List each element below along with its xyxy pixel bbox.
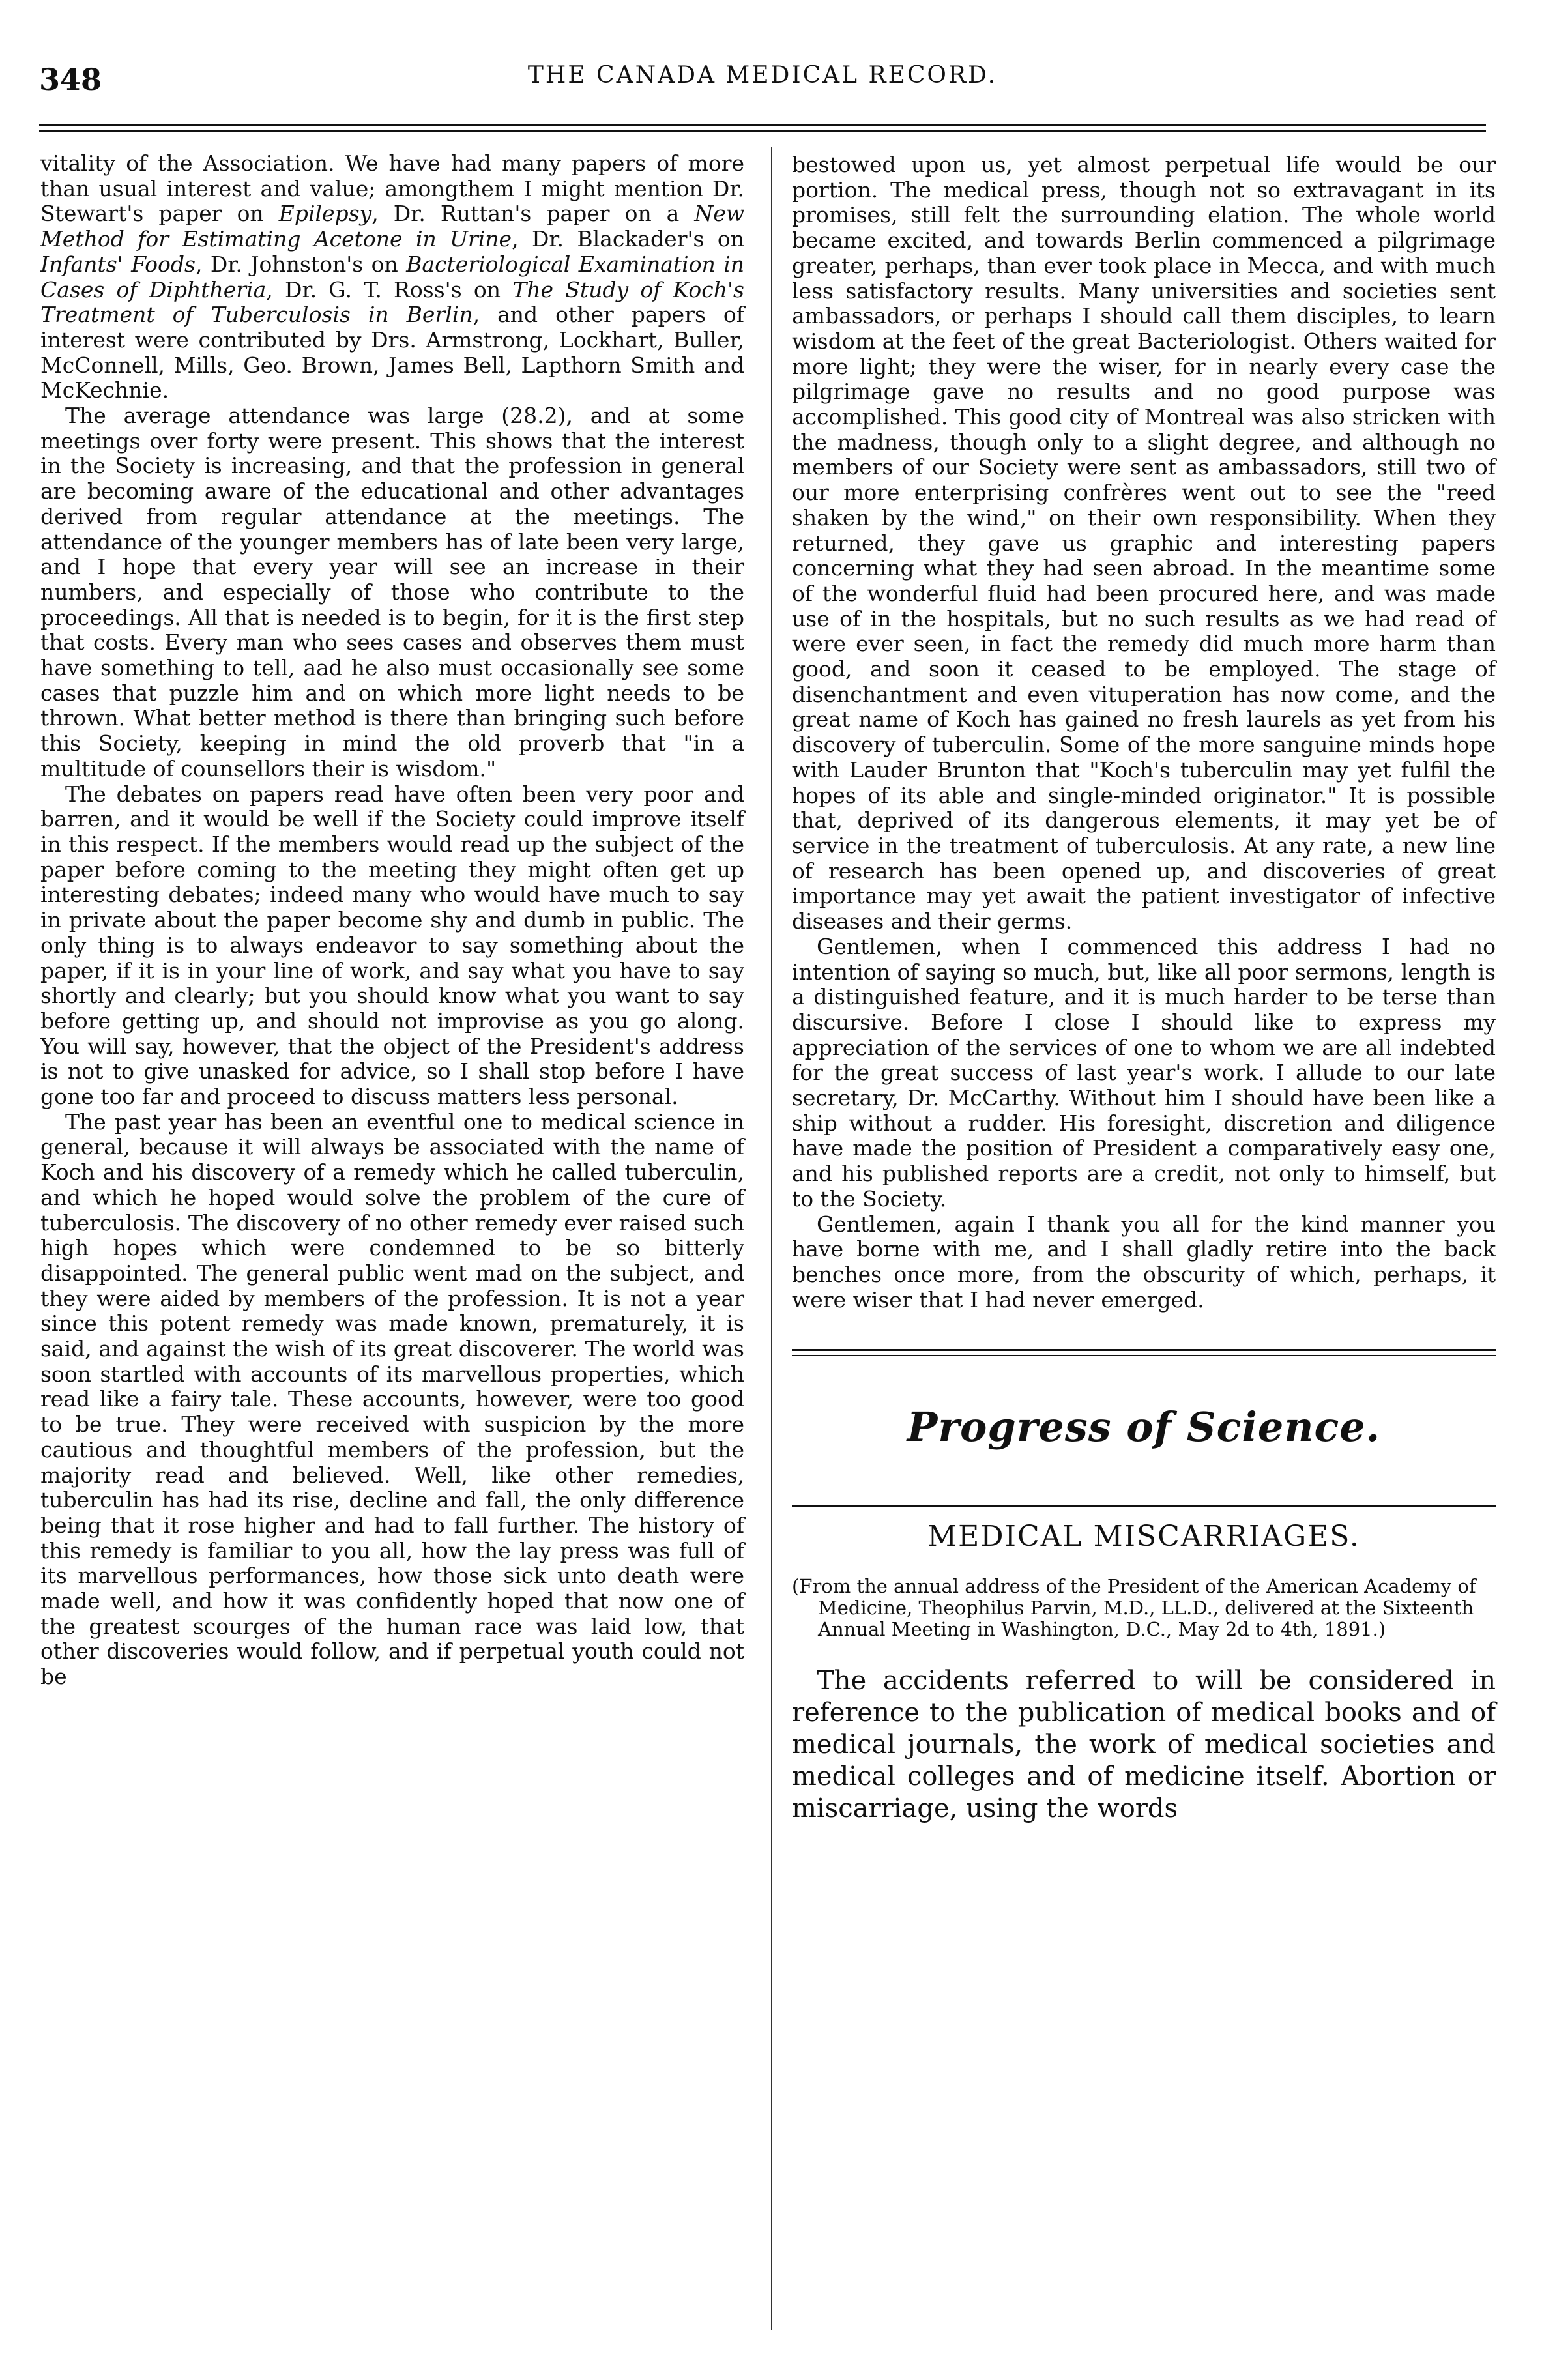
running-title: THE CANADA MEDICAL RECORD. xyxy=(527,62,998,89)
section-top-rules xyxy=(792,1349,1496,1356)
epilepsy-title: Epilepsy xyxy=(278,201,372,227)
paragraph: The accidents referred to will be considered in reference to the publication of medical books and of medical journals, the work of medical societies and medical colleges and of medicine itself. Abortion or miscarriage, using the words xyxy=(792,1665,1496,1823)
section-bottom-rule xyxy=(792,1505,1496,1507)
article-body xyxy=(792,1665,1496,1825)
header-rule-thin xyxy=(39,130,1486,132)
left-column xyxy=(40,151,744,1690)
article-source-note: (From the annual address of the President of the American Academy of Medicine, Theophilus Parvin, M.D., LL.D., delivered at the Sixteenth Annual Meeting in Washington, D.C., May 2d to 4th, 1891.) xyxy=(792,1575,1476,1640)
section-heading: Progress of Science. xyxy=(907,1403,1381,1451)
paragraph: The past year has been an eventful one to medical science in general, because it will always be associated with the name of Koch and his discovery of a remedy which he called tuberculin, and which he hoped would solve the problem of the cure of tuberculosis. The discovery of no other remedy ever raised such high hopes which were condemned to be so bitterly disappointed. The general public went mad on the subject, and they were aided by members of the profession. It is not a year since this potent remedy was made known, prematurely, it is said, and against the wish of its great discoverer. The world was soon startled with accounts of its marvellous properties, which read like a fairy tale. These accounts, however, were too good to be true. They were received with suspicion by the more cautious and thoughtful members of the profession, but the majority read and believed. Well, like other remedies, tuberculin has had its rise, decline and fall, the only difference being that it rose higher and had to fall further. The history of this remedy is familiar to you all, how the lay press was full of its marvellous performances, how those sick unto death were made well, and how it was confidently hoped that now one of the greatest scourges of the human race was laid low, that other discoveries would follow, and if perpetual youth could not be xyxy=(40,1109,744,1690)
paragraph: bestowed upon us, yet almost perpetual life would be our portion. The medical press, though not so extravagant in its promises, still felt the surrounding elation. The whole world became excited, and towards Berlin commenced a pilgrimage greater, perhaps, than ever took place in Mecca, and with much less satisfactory results. Many universities and societies sent ambassadors, or perhaps I should call them disciples, to learn wisdom at the feet of the great Bacteriologist. Others waited for more light; they were the wiser, for in nearly every case the pilgrimage gave no results and no good purpose was accomplished. This good city of Montreal was also stricken with the madness, though only to a slight degree, and although no members of our Society were sent as ambassadors, still two of our more enterprising confrères went out to see the "reed shaken by the wind," on their own responsibility. When they returned, they gave us graphic and interesting papers concerning what they had seen abroad. In the meantime some of the wonderful fluid had been procured here, and was made use of in the hospitals, but no such results as we had read of were ever seen, in fact the remedy did much more harm than good, and soon it ceased to be employed. The stage of disenchantment and even vituperation has now come, and the great name of Koch has gained no fresh laurels as yet from his discovery of tuberculin. Some of the more sanguine minds hope with Lauder Brunton that "Koch's tuberculin may yet fulfil the hopes of its able and single-minded originator." It is possible that, deprived of its dangerous elements, it may yet be of service in the treatment of tuberculosis. At any rate, a new line of research has been opened up, and discoveries of great importance may yet await the patient investigator of infective diseases and their germs. xyxy=(792,152,1496,935)
paragraph: Gentlemen, when I commenced this address I had no intention of saying so much, but, like all poor sermons, length is a distinguished feature, and it is much harder to be terse than discursive. Before I close I should like to express my appreciation of the services of one to whom we are all indebted for the great success of last year's work. I allude to our late secretary, Dr. McCarthy. Without him I should have been like a ship without a rudder. His foresight, discretion and diligence have made the position of President a comparatively easy one, and his published reports are a credit, not only to himself, but to the Society. xyxy=(792,933,1496,1212)
paragraph: vitality of the Association. We have had many papers of more than usual interest and value; amongthem I might mention Dr. Stewart's paper on Epilepsy, Dr. Ruttan's paper on a New Method for Estimating Acetone in Urine, Dr. Blackader's on Infants' Foods, Dr. Johnston's on Bacteriological Examination in Cases of Diphtheria, Dr. G. T. Ross's on The Study of Koch's Treatment of Tuberculosis in Berlin, and other papers of interest were contributed by Drs. Armstrong, Lockhart, Buller, McConnell, Mills, Geo. Brown, James Bell, Lapthorn Smith and McKechnie. xyxy=(40,151,745,403)
acetone-title: New Method for Estimating Acetone in Urine xyxy=(40,201,745,252)
header-rule xyxy=(39,124,1486,126)
column-divider xyxy=(771,147,772,2330)
page-number: 348 xyxy=(39,62,102,97)
diphtheria-title: Bacteriological Examination in Cases of Diphtheria xyxy=(40,251,744,302)
right-column xyxy=(792,152,1496,1825)
infants-foods-title: Infants' Foods xyxy=(40,251,196,277)
paragraph: The average attendance was large (28.2), and at some meetings over forty were present. This shows that the interest in the Society is increasing, and that the profession in general are becoming aware of the educational and other advantages derived from regular attendance at the meetings. The attendance of the younger members has of late been very large, and I hope that every year will see an increase in their numbers, and especially of those who contribute to the proceedings. All that is needed is to begin, for it is the first step that costs. Every man who sees cases and observes them must have something to tell, aad he also must occasionally see some cases that puzzle him and on which more light needs to be thrown. What better method is there than bringing such before this Society, keeping in mind the old proverb that "in a multitude of counsellors their is wisdom." xyxy=(40,403,744,781)
koch-treatment-title: The Study of Koch's Treatment of Tuberculosis in Berlin xyxy=(40,276,744,328)
paragraph: Gentlemen, again I thank you all for the kind manner you have borne with me, and I shall gladly retire into the back benches once more, from the obscurity of which, perhaps, it were wiser that I had never emerged. xyxy=(792,1211,1496,1313)
page-header xyxy=(39,62,1486,101)
paragraph: The debates on papers read have often been very poor and barren, and it would be well if the Society could improve itself in this respect. If the members would read up the subject of the paper before coming to the meeting they might often get up interesting debates; indeed many who would have much to say in private about the paper become shy and dumb in public. The only thing is to always endeavor to say something about the paper, if it is in your line of work, and say what you have to say shortly and clearly; but you should know what you want to say before getting up, and should not improvise as you go along. You will say, however, that the object of the President's address is not to give unasked for advice, so I shall stop before I have gone too far and proceed to discuss matters less personal. xyxy=(40,781,744,1110)
article-title: MEDICAL MISCARRIAGES. xyxy=(927,1520,1360,1554)
